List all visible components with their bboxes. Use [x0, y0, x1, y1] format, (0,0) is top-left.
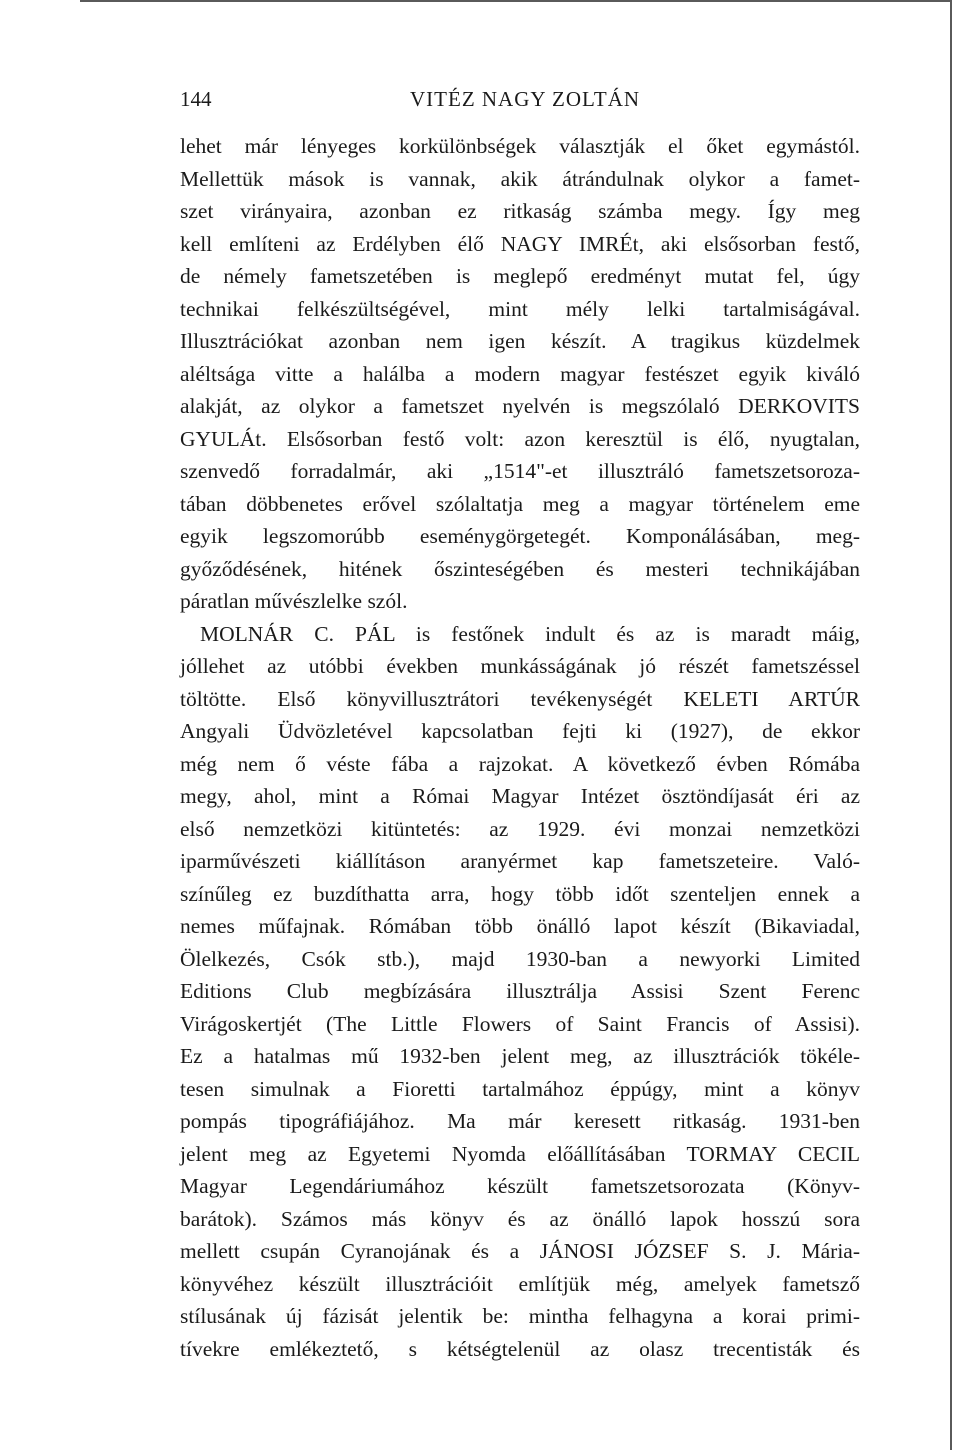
- text-line: Ölelkezés, Csók stb.), majd 1930-ban a newyorki Limited: [180, 946, 860, 971]
- text-line: iparművészeti kiállításon aranyérmet kap fametszeteire. Való-: [180, 849, 860, 873]
- text-line: technikai felkészültségével, mint mély lelki tartalmiságával.: [180, 296, 860, 321]
- text-line: tában döbbenetes erővel szólaltatja meg a magyar történelem eme: [180, 491, 860, 516]
- text-line: könyvéhez készült illusztrációit említjük még, amelyek fametsző: [180, 1271, 860, 1296]
- text-line: jelent meg az Egyetemi Nyomda előállításában TORMAY CECIL: [180, 1141, 860, 1166]
- text-line: szenvedő forradalmár, aki „1514"-et illusztráló fametszetsoroza-: [180, 459, 860, 483]
- scan-edge-top: [80, 0, 950, 2]
- text-line: Editions Club megbízására illusztrálja Assisi Szent Ferenc: [180, 979, 860, 1003]
- text-line: pompás tipográfiájához. Ma már keresett ritkaság. 1931-ben: [180, 1109, 860, 1133]
- text-line: tesen simulnak a Fioretti tartalmához éppúgy, mint a könyv: [180, 1076, 860, 1101]
- text-line: Angyali Üdvözletével kapcsolatban fejti ki (1927), de ekkor: [180, 719, 860, 743]
- text-line: MOLNÁR C. PÁL is festőnek indult és az is maradt máig,: [200, 621, 860, 646]
- text-line: jóllehet az utóbbi években munkásságának jó részét fametszéssel: [180, 654, 860, 678]
- text-line: tívekre emlékeztető, s kétségtelenül az olasz trecentisták és: [180, 1336, 860, 1361]
- text-line: barátok). Számos más könyv és az önálló lapok hosszú sora: [180, 1206, 860, 1231]
- text-line: Mellettük mások is vannak, akik átrándulnak olykor a famet-: [180, 166, 860, 191]
- text-line: Magyar Legendáriumához készült fametszetsorozata (Könyv-: [180, 1174, 860, 1198]
- body-text: [180, 130, 860, 1365]
- text-line: mellett csupán Cyranojának és a JÁNOSI JÓZSEF S. J. Mária-: [180, 1239, 860, 1263]
- text-line: egyik legszomorúbb eseménygörgetegét. Komponálásában, meg-: [180, 524, 860, 548]
- page-header: [180, 84, 860, 114]
- text-line: színűleg ez buzdíthatta arra, hogy több időt szenteljen ennek a: [180, 881, 860, 906]
- text-line: megy, ahol, mint a Római Magyar Intézet ösztöndíjasát éri az: [180, 784, 860, 808]
- running-title: VITÉZ NAGY ZOLTÁN: [410, 87, 641, 111]
- text-line: töltötte. Első könyvillusztrátori tevékenységét KELETI ARTÚR: [180, 686, 860, 711]
- text-line: alakját, az olykor a fametszet nyelvén is megszólaló DERKOVITS: [180, 394, 860, 418]
- text-line: lehet már lényeges korkülönbségek választják el őket egymástól.: [180, 134, 860, 158]
- text-line: de némely fametszetében is meglepő eredményt mutat fel, úgy: [180, 264, 860, 288]
- text-line: aléltsága vitte a halálba a modern magyar festészet egyik kiváló: [180, 361, 860, 386]
- text-line: stílusának új fázisát jelentik be: mintha felhagyna a korai primi-: [180, 1304, 860, 1328]
- page-number: 144: [180, 87, 212, 111]
- text-line: Illusztrációkat azonban nem igen készít. A tragikus küzdelmek: [180, 329, 860, 353]
- text-line: szet virányaira, azonban ez ritkaság számba megy. Így meg: [180, 199, 860, 223]
- text-line: páratlan művészlelke szól.: [180, 589, 408, 613]
- text-line: nemes műfajnak. Rómában több önálló lapot készít (Bikaviadal,: [180, 914, 860, 938]
- scan-edge-right: [950, 0, 952, 1450]
- text-line: győződésének, hitének őszinteségében és mesteri technikájában: [180, 556, 860, 581]
- text-line: GYULÁt. Elsősorban festő volt: azon keresztül is élő, nyugtalan,: [180, 426, 860, 451]
- text-line: első nemzetközi kitüntetés: az 1929. évi monzai nemzetközi: [180, 816, 860, 841]
- text-line: kell említeni az Erdélyben élő NAGY IMRÉt, aki elsősorban festő,: [180, 231, 860, 256]
- text-line: Ez a hatalmas mű 1932-ben jelent meg, az illusztrációk tökéle-: [180, 1044, 860, 1068]
- text-line: még nem ő véste fába a rajzokat. A következő évben Rómába: [180, 751, 860, 776]
- text-line: Virágoskertjét (The Little Flowers of Saint Francis of Assisi).: [180, 1011, 860, 1036]
